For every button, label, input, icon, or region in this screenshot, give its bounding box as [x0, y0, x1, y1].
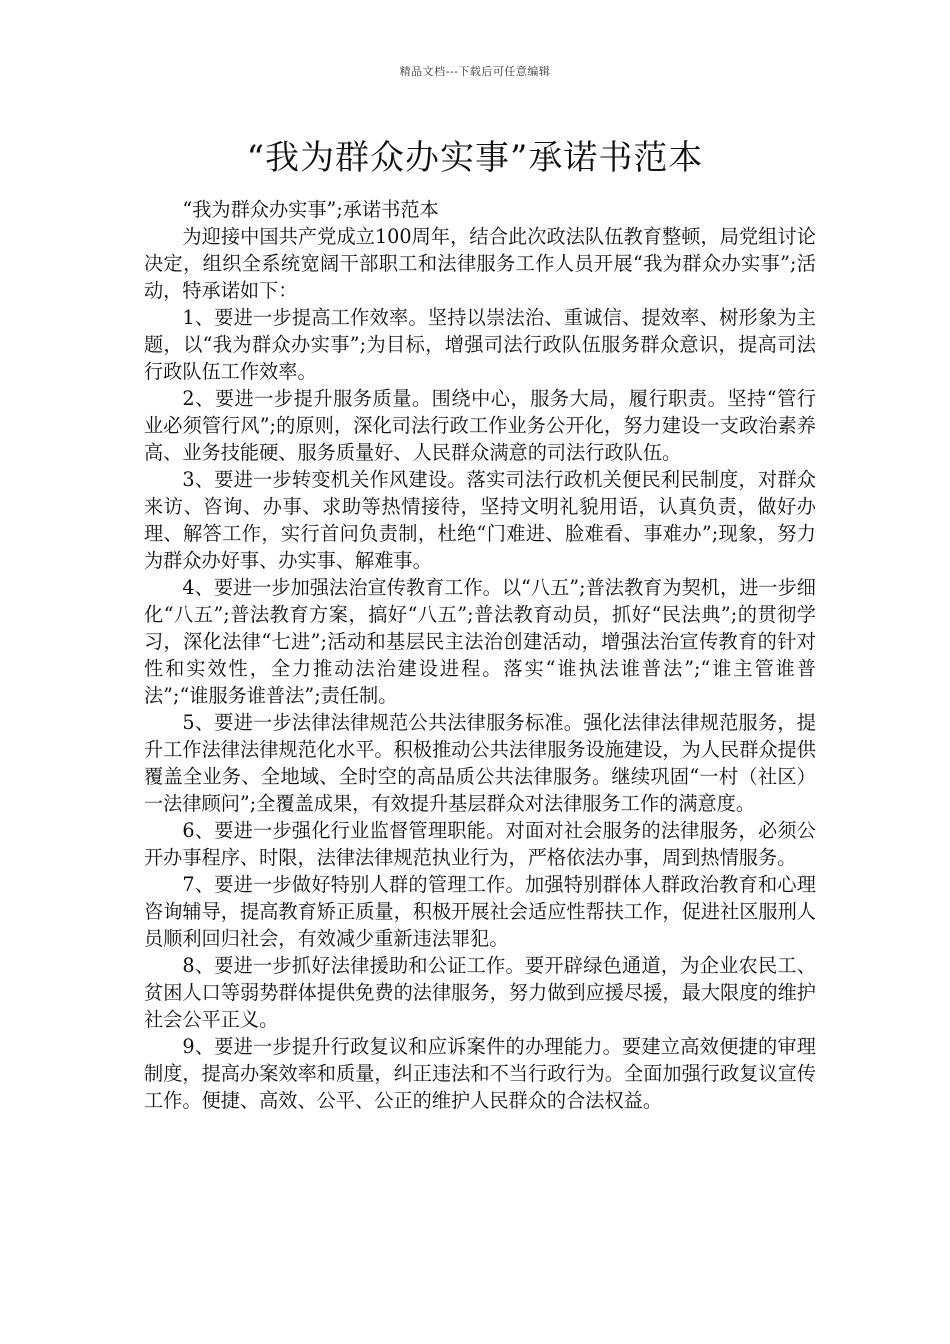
paragraph-item-4: 4、要进一步加强法治宣传教育工作。以“八五”;普法教育为契机，进一步细化“八五”;普法教育方案，搞好“八五”;普法教育动员，抓好“民法典”;的贯彻学习，深化法律“七进”;活动和基层民主法治创建活动，增强法治宣传教育的针对性和实效性，全力推动法治建设进程。落实“谁执法谁普法”;“谁主管谁普法”;“谁服务谁普法”;责任制。: [144, 576, 816, 707]
document-body: [144, 196, 816, 1114]
paragraph-item-3: 3、要进一步转变机关作风建设。落实司法行政机关便民利民制度，对群众来访、咨询、办事、求助等热情接待，坚持文明礼貌用语，认真负责，做好办理、解答工作，实行首问负责制，杜绝“门难进、脸难看、事难办”;现象，努力为群众办好事、办实事、解难事。: [144, 468, 816, 572]
paragraph-item-1: 1、要进一步提高工作效率。坚持以崇法治、重诚信、提效率、树形象为主题，以“我为群众办实事”;为目标，增强司法行政队伍服务群众意识，提高司法行政队伍工作效率。: [144, 306, 816, 383]
paragraph-item-9: 9、要进一步提升行政复议和应诉案件的办理能力。要建立高效便捷的审理制度，提高办案效率和质量，纠正违法和不当行政行为。全面加强行政复议宣传工作。便捷、高效、公平、公正的维护人民群众的合法权益。: [144, 1035, 816, 1112]
paragraph-subtitle: “我为群众办实事”;承诺书范本: [182, 198, 439, 221]
paragraph-item-2: 2、要进一步提升服务质量。围绕中心，服务大局，履行职责。坚持“管行业必须管行风”;的原则，深化司法行政工作业务公开化，努力建设一支政治素养高、业务技能硬、服务质量好、人民群众满意的司法行政队伍。: [144, 387, 816, 464]
paragraph-item-5: 5、要进一步法律法律规范公共法律服务标准。强化法律法律规范服务，提升工作法律法律规范化水平。积极推动公共法律服务设施建设，为人民群众提供覆盖全业务、全地域、全时空的高品质公共法律服务。继续巩固“一村（社区）一法律顾问”;全覆盖成果，有效提升基层群众对法律服务工作的满意度。: [144, 711, 816, 815]
paragraph-item-7: 7、要进一步做好特别人群的管理工作。加强特别群体人群政治教育和心理咨询辅导，提高教育矫正质量，积极开展社会适应性帮扶工作，促进社区服刑人员顺利回归社会，有效减少重新违法罪犯。: [144, 873, 816, 950]
paragraph-intro: 为迎接中国共产党成立100周年，结合此次政法队伍教育整顿，局党组讨论决定，组织全系统宽阔干部职工和法律服务工作人员开展“我为群众办实事”;活动，特承诺如下：: [144, 225, 816, 302]
paragraph-item-6: 6、要进一步强化行业监督管理职能。对面对社会服务的法律服务，必须公开办事程序、时限，法律法律规范执业行为，严格依法办事，周到热情服务。: [144, 819, 816, 869]
document-title: “我为群众办实事”承诺书范本: [246, 138, 704, 178]
page-header-note: 精品文档---下载后可任意编辑: [399, 65, 551, 78]
paragraph-item-8: 8、要进一步抓好法律援助和公证工作。要开辟绿色通道，为企业农民工、贫困人口等弱势群体提供免费的法律服务，努力做到应援尽援，最大限度的维护社会公平正义。: [144, 954, 816, 1031]
